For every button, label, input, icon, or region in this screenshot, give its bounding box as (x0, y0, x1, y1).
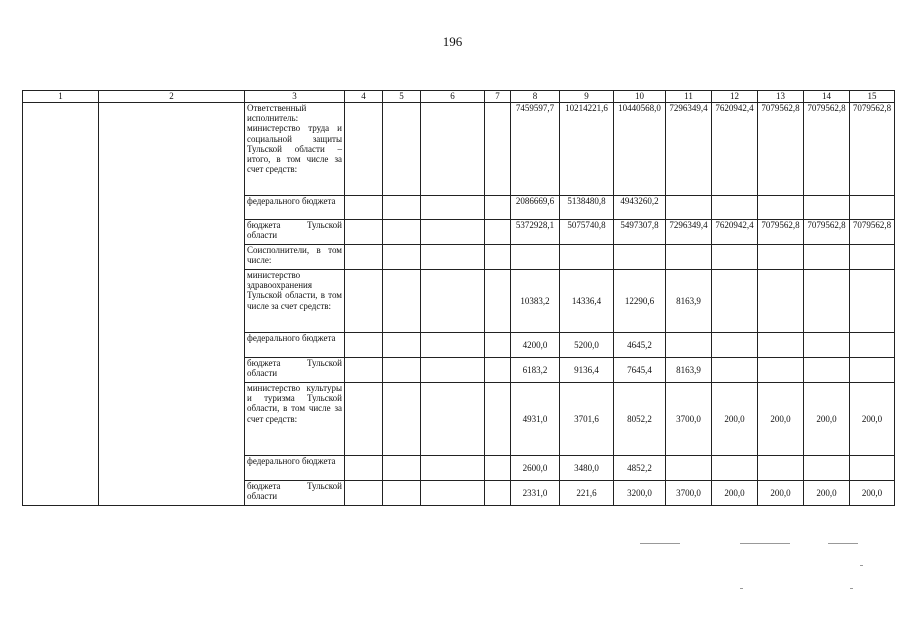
value-cell: 2086669,6 (511, 196, 560, 220)
row-description: бюджета Тульской области (245, 358, 345, 383)
column-header: 7 (485, 91, 511, 103)
value-cell (850, 245, 895, 270)
row-description: министерство культуры и туризма Тульской области, в том числе за счет средств: (245, 383, 345, 456)
row-description: федерального бюджета (245, 456, 345, 481)
value-cell: 200,0 (758, 383, 804, 456)
value-cell: 5138480,8 (560, 196, 614, 220)
value-cell: 5075740,8 (560, 220, 614, 245)
table-row (23, 103, 895, 196)
value-cell: 8163,9 (666, 358, 712, 383)
value-cell: 200,0 (712, 383, 758, 456)
column-header: 14 (804, 91, 850, 103)
value-cell: 4852,2 (614, 456, 666, 481)
value-cell: 10440568,0 (614, 103, 666, 196)
value-cell (712, 358, 758, 383)
column-header: 9 (560, 91, 614, 103)
scan-speck (740, 543, 790, 544)
value-cell: 8163,9 (666, 270, 712, 333)
value-cell: 4931,0 (511, 383, 560, 456)
value-cell: 9136,4 (560, 358, 614, 383)
column-header: 1 (23, 91, 99, 103)
value-cell (804, 333, 850, 358)
column-header: 11 (666, 91, 712, 103)
value-cell (758, 333, 804, 358)
header-row (23, 91, 895, 103)
value-cell (758, 245, 804, 270)
value-cell: 3701,6 (560, 383, 614, 456)
row-description: бюджета Тульской области (245, 220, 345, 245)
value-cell (560, 245, 614, 270)
value-cell: 4943260,2 (614, 196, 666, 220)
column-header: 5 (383, 91, 421, 103)
column-header: 8 (511, 91, 560, 103)
value-cell (850, 333, 895, 358)
value-cell: 200,0 (804, 481, 850, 506)
page-number: 196 (442, 34, 463, 49)
value-cell: 3480,0 (560, 456, 614, 481)
value-cell: 200,0 (804, 383, 850, 456)
value-cell: 3700,0 (666, 481, 712, 506)
value-cell (666, 245, 712, 270)
value-cell: 4200,0 (511, 333, 560, 358)
value-cell (712, 456, 758, 481)
value-cell: 3700,0 (666, 383, 712, 456)
value-cell (850, 456, 895, 481)
value-cell (758, 270, 804, 333)
column-header: 2 (99, 91, 245, 103)
value-cell (511, 245, 560, 270)
value-cell (666, 333, 712, 358)
value-cell: 7620942,4 (712, 103, 758, 196)
value-cell: 6183,2 (511, 358, 560, 383)
value-cell (666, 456, 712, 481)
scan-speck (740, 588, 743, 589)
row-description: федерального бюджета (245, 333, 345, 358)
value-cell (712, 196, 758, 220)
value-cell (758, 456, 804, 481)
row-description: Соисполнители, в том числе: (245, 245, 345, 270)
value-cell: 7296349,4 (666, 220, 712, 245)
value-cell: 200,0 (850, 383, 895, 456)
value-cell: 7079562,8 (804, 220, 850, 245)
value-cell: 7079562,8 (758, 220, 804, 245)
budget-table (22, 90, 895, 506)
column-header: 12 (712, 91, 758, 103)
value-cell: 200,0 (712, 481, 758, 506)
value-cell: 4645,2 (614, 333, 666, 358)
scan-speck (640, 543, 680, 544)
row-description: бюджета Тульской области (245, 481, 345, 506)
value-cell (804, 245, 850, 270)
column-header: 13 (758, 91, 804, 103)
value-cell: 5372928,1 (511, 220, 560, 245)
value-cell: 200,0 (758, 481, 804, 506)
value-cell: 5200,0 (560, 333, 614, 358)
row-description: Ответственный исполнитель: министерство труда и социальной защиты Тульской области – итого, в том числе за счет средств: (245, 103, 345, 196)
column-header: 4 (345, 91, 383, 103)
value-cell: 12290,6 (614, 270, 666, 333)
column-header: 10 (614, 91, 666, 103)
value-cell (666, 196, 712, 220)
row-description: министерство здравоохранения Тульской области, в том числе за счет средств: (245, 270, 345, 333)
scan-speck (828, 543, 858, 544)
value-cell: 3200,0 (614, 481, 666, 506)
value-cell: 10383,2 (511, 270, 560, 333)
col2-cell (99, 103, 245, 506)
value-cell: 8052,2 (614, 383, 666, 456)
value-cell: 7079562,8 (850, 220, 895, 245)
value-cell: 14336,4 (560, 270, 614, 333)
value-cell: 221,6 (560, 481, 614, 506)
value-cell (850, 270, 895, 333)
value-cell: 7459597,7 (511, 103, 560, 196)
value-cell (804, 456, 850, 481)
value-cell (712, 333, 758, 358)
value-cell (804, 270, 850, 333)
column-header: 6 (421, 91, 485, 103)
value-cell (614, 245, 666, 270)
value-cell (804, 358, 850, 383)
value-cell: 7079562,8 (850, 103, 895, 196)
value-cell (850, 196, 895, 220)
scan-speck (850, 588, 853, 589)
column-header: 3 (245, 91, 345, 103)
col1-cell (23, 103, 99, 506)
value-cell: 7079562,8 (804, 103, 850, 196)
value-cell (758, 358, 804, 383)
value-cell: 7296349,4 (666, 103, 712, 196)
value-cell: 7620942,4 (712, 220, 758, 245)
value-cell: 7079562,8 (758, 103, 804, 196)
column-header: 15 (850, 91, 895, 103)
scan-speck (860, 565, 863, 566)
value-cell: 2600,0 (511, 456, 560, 481)
row-description: федерального бюджета (245, 196, 345, 220)
value-cell: 5497307,8 (614, 220, 666, 245)
value-cell: 200,0 (850, 481, 895, 506)
value-cell (850, 358, 895, 383)
value-cell: 10214221,6 (560, 103, 614, 196)
value-cell (804, 196, 850, 220)
value-cell: 2331,0 (511, 481, 560, 506)
value-cell (712, 270, 758, 333)
value-cell (758, 196, 804, 220)
value-cell: 7645,4 (614, 358, 666, 383)
value-cell (712, 245, 758, 270)
